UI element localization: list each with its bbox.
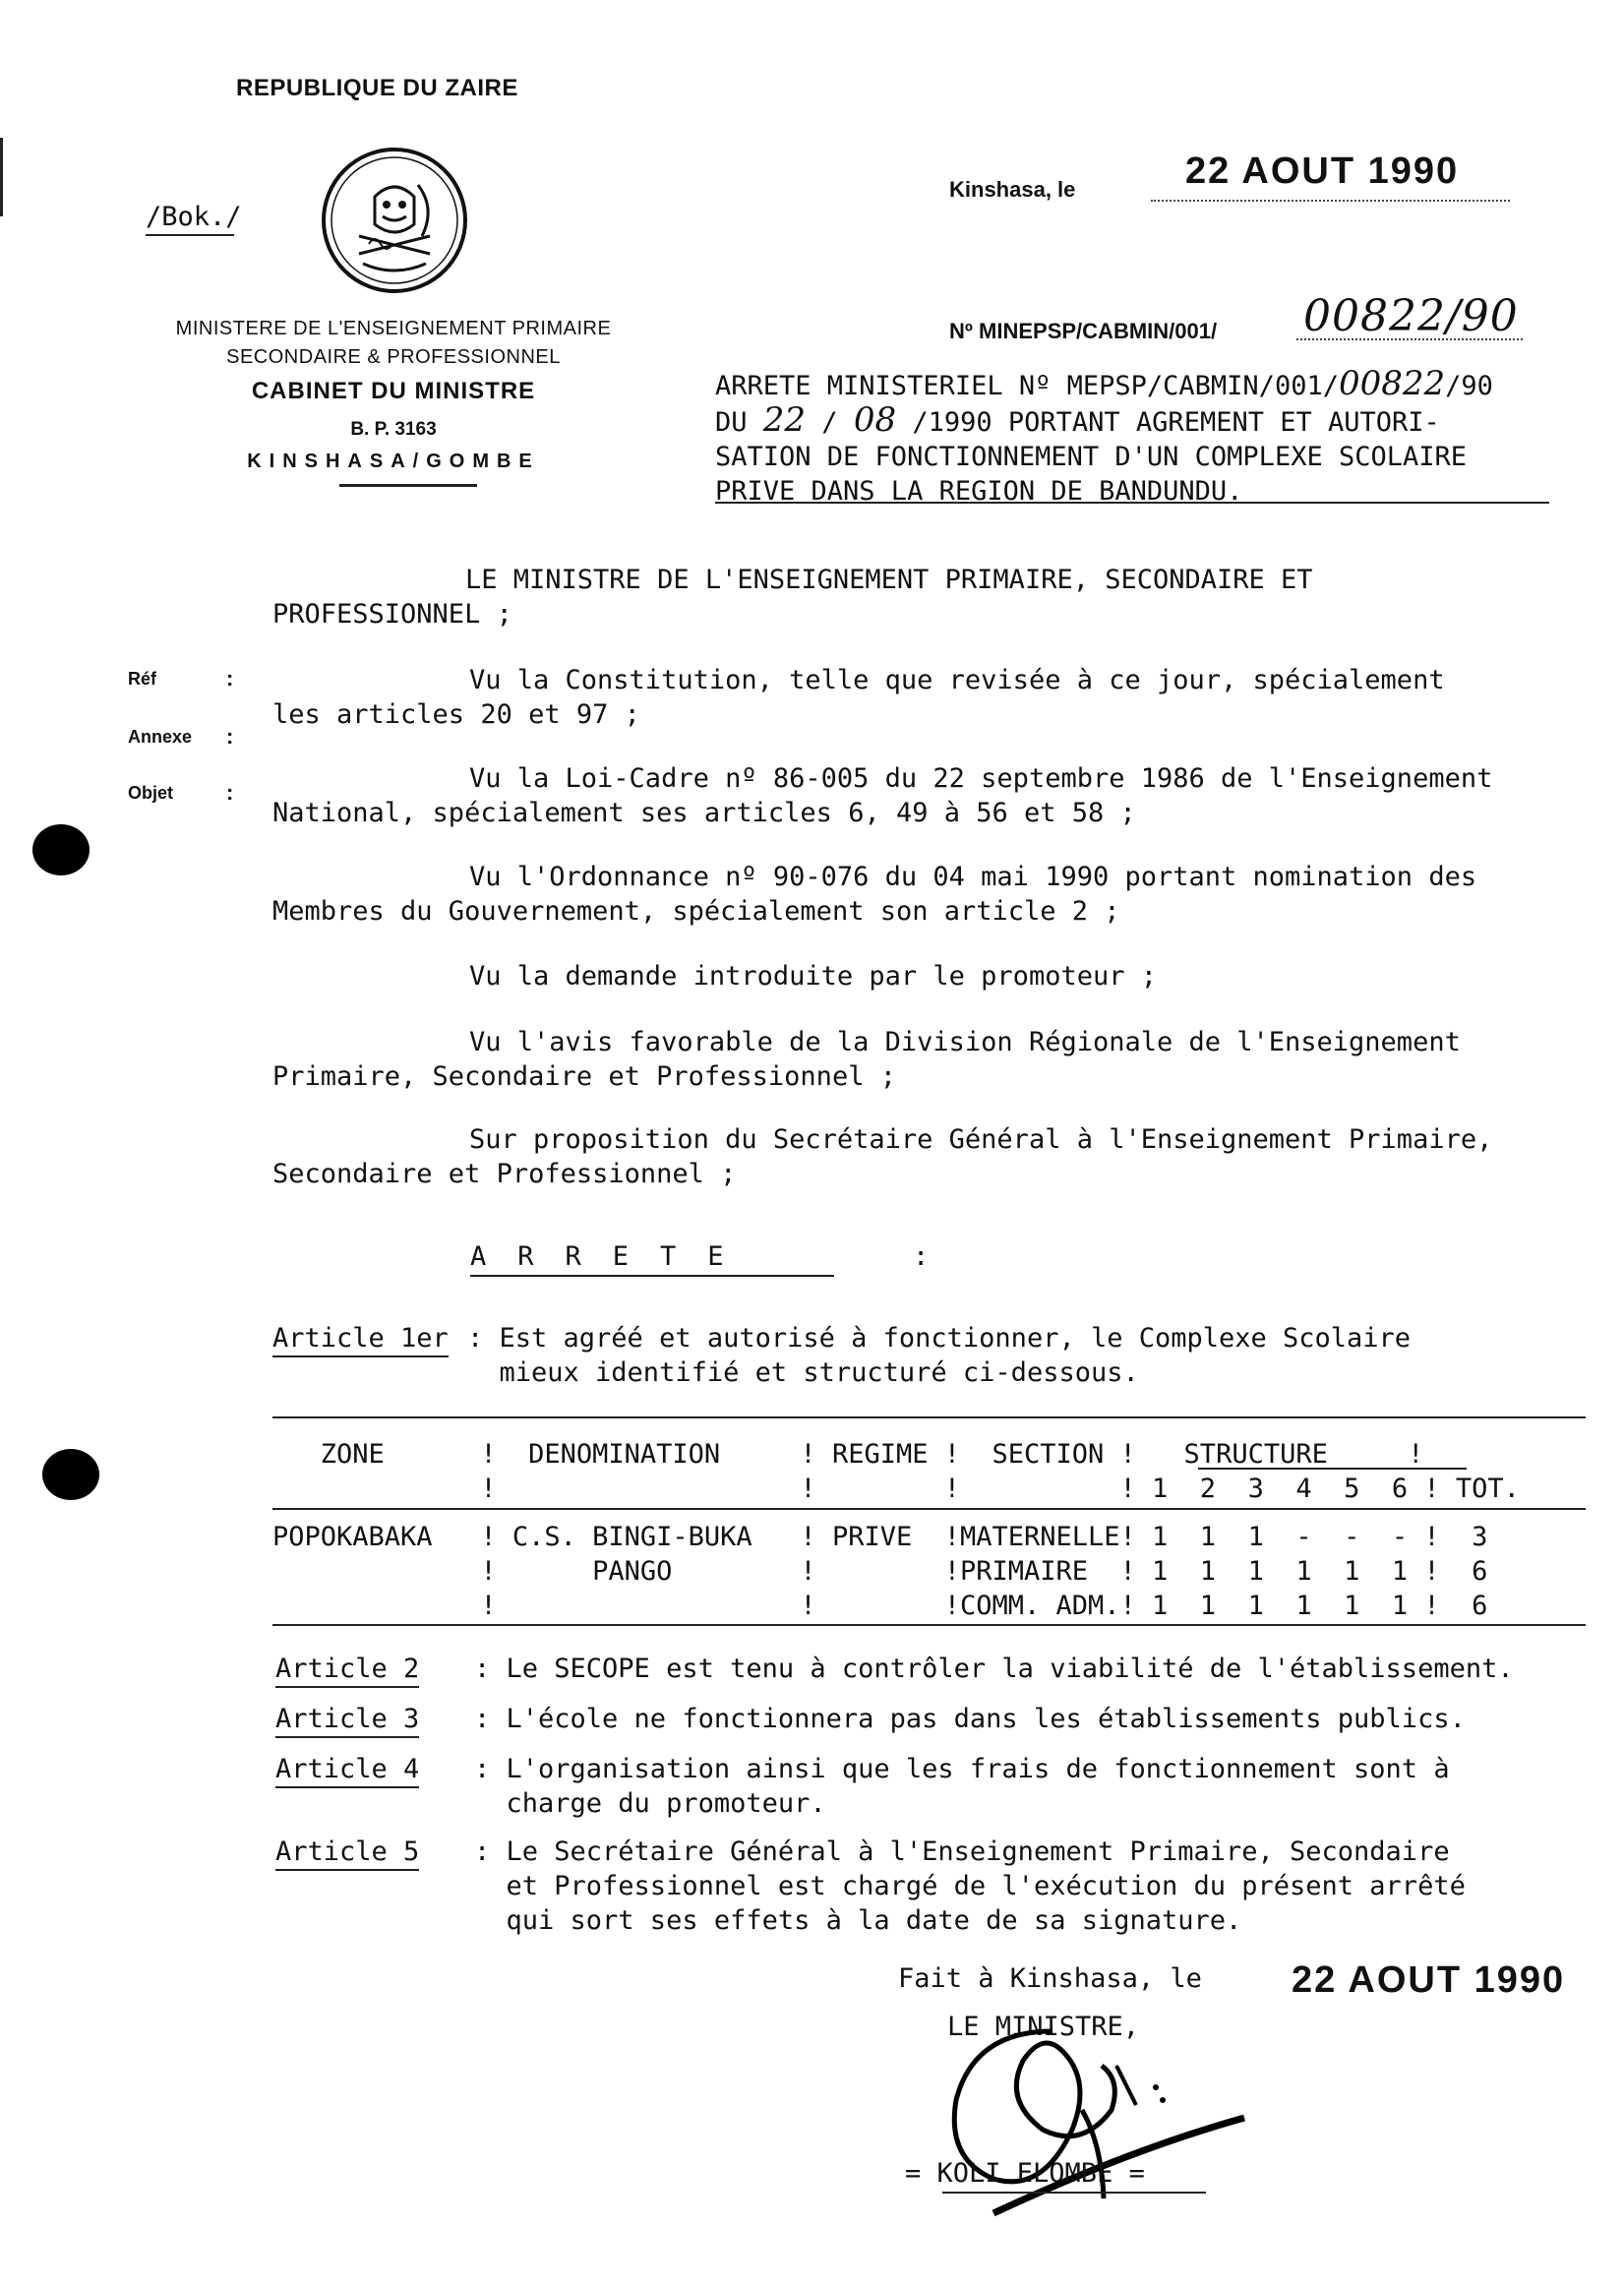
- structure-underline: [1198, 1468, 1467, 1470]
- table-row: POPOKABAKA ! C.S. BINGI-BUKA ! PRIVE !MATERNELLE! 1 1 1 - - - ! 3: [272, 1522, 1488, 1552]
- article-2-label: [275, 1652, 419, 1686]
- date-stamp: 22 AOUT 1990: [1185, 150, 1460, 192]
- sur-proposition-line-2: Secondaire et Professionnel ;: [272, 1159, 737, 1189]
- minister-title: LE MINISTRE,: [947, 2012, 1140, 2042]
- ministry-line-1: MINISTERE DE L'ENSEIGNEMENT PRIMAIRE: [175, 318, 612, 339]
- article-3-label: [275, 1702, 419, 1736]
- po-box: B. P. 3163: [350, 419, 437, 440]
- arrete-underline: [470, 1275, 834, 1277]
- title-date-separator: /: [806, 407, 854, 438]
- reference-number-handwritten: 00822/90: [1303, 291, 1519, 341]
- article-3-text: : L'école ne fonctionnera pas dans les établissements publics.: [474, 1704, 1466, 1734]
- coat-of-arms-seal-icon: [320, 146, 469, 295]
- article-5-line-1: : Le Secrétaire Général à l'Enseignement Primaire, Secondaire: [474, 1836, 1450, 1867]
- reference-code: /Bok./: [146, 202, 242, 232]
- objet-label: Objet: [128, 783, 174, 803]
- article-5-line-2: et Professionnel est chargé de l'exécution du présent arrêté: [474, 1871, 1466, 1901]
- article-4-line-2: charge du promoteur.: [474, 1788, 826, 1819]
- article-4-label-text: Article 4: [275, 1754, 419, 1788]
- table-header-row-1: ZONE ! DENOMINATION ! REGIME ! SECTION ! STRUCTURE !: [272, 1439, 1424, 1470]
- article-3-label-text: Article 3: [275, 1704, 419, 1738]
- margin-mark: [0, 138, 3, 216]
- vu-constitution-line-1: Vu la Constitution, telle que revisée à ce jour, spécialement: [469, 665, 1445, 695]
- article-4-label: [275, 1752, 419, 1786]
- article-1-line-1: : Est agréé et autorisé à fonctionner, le Complexe Scolaire: [467, 1323, 1412, 1354]
- decree-title: [715, 364, 1546, 509]
- minister-name: = KOLI ELOMBE =: [905, 2158, 1145, 2189]
- title-day-handwritten: 22: [762, 400, 807, 440]
- title-line-1-suffix: /90: [1445, 371, 1493, 401]
- reference-underline: [146, 234, 234, 236]
- table-row: ! ! !COMM. ADM.! 1 1 1 1 1 1 ! 6: [272, 1591, 1488, 1621]
- article-1-label: [272, 1321, 449, 1355]
- table-header-row-2: ! ! ! ! 1 2 3 4 5 6 ! TOT.: [272, 1474, 1520, 1504]
- article-1-label-text: Article 1er: [272, 1323, 449, 1357]
- ref-colon: :: [226, 666, 234, 691]
- article-1-line-2: mieux identifié et structuré ci-dessous.: [467, 1357, 1139, 1388]
- arrete-heading: ARRETE: [470, 1241, 755, 1272]
- city-date-label: Kinshasa, le: [949, 177, 1076, 202]
- title-line-2-prefix: DU: [715, 407, 763, 438]
- republic-heading: REPUBLIQUE DU ZAIRE: [236, 75, 518, 101]
- title-line-4: PRIVE DANS LA REGION DE BANDUNDU.: [715, 476, 1243, 507]
- article-5-line-3: qui sort ses effets à la date de sa signature.: [474, 1905, 1242, 1936]
- vu-avis-line-1: Vu l'avis favorable de la Division Régionale de l'Enseignement: [469, 1027, 1461, 1057]
- minister-line-2: PROFESSIONNEL ;: [272, 599, 512, 630]
- table-top-rule: [272, 1416, 1586, 1418]
- table-row: ! PANGO ! !PRIMAIRE ! 1 1 1 1 1 1 ! 6: [272, 1556, 1488, 1587]
- title-underline: [715, 502, 1549, 504]
- punch-hole: [42, 1449, 99, 1500]
- vu-constitution-line-2: les articles 20 et 97 ;: [272, 699, 640, 730]
- closing-date-stamp: 22 AOUT 1990: [1292, 1959, 1566, 2001]
- title-line-3: SATION DE FONCTIONNEMENT D'UN COMPLEXE SCOLAIRE: [715, 442, 1468, 472]
- cabinet-heading: CABINET DU MINISTRE: [251, 378, 536, 404]
- article-2-text: : Le SECOPE est tenu à contrôler la viabilité de l'établissement.: [474, 1654, 1514, 1684]
- title-line-1-prefix: ARRETE MINISTERIEL Nº MEPSP/CABMIN/001/: [715, 371, 1339, 401]
- vu-ordonnance-line-2: Membres du Gouvernement, spécialement son article 2 ;: [272, 896, 1120, 927]
- fait-a-kinshasa: Fait à Kinshasa, le: [898, 1963, 1202, 1994]
- ref-label: Réf: [128, 669, 157, 689]
- vu-loi-cadre-line-2: National, spécialement ses articles 6, 49 à 56 et 58 ;: [272, 798, 1136, 828]
- vu-avis-line-2: Primaire, Secondaire et Professionnel ;: [272, 1061, 896, 1092]
- minister-line-1: LE MINISTRE DE L'ENSEIGNEMENT PRIMAIRE, SECONDAIRE ET: [465, 565, 1313, 595]
- location-underline: [339, 484, 477, 487]
- vu-loi-cadre-line-1: Vu la Loi-Cadre nº 86-005 du 22 septembre 1986 de l'Enseignement: [469, 763, 1493, 794]
- reference-number-label: Nº MINEPSP/CABMIN/001/: [949, 319, 1218, 343]
- vu-ordonnance-line-1: Vu l'Ordonnance nº 90-076 du 04 mai 1990 portant nomination des: [469, 862, 1477, 892]
- annexe-colon: :: [226, 724, 234, 749]
- table-header-rule: [272, 1508, 1586, 1510]
- date-dotted-line: [1151, 200, 1510, 202]
- ministry-line-2: SECONDAIRE & PROFESSIONNEL: [226, 346, 561, 368]
- arrete-colon: :: [913, 1241, 930, 1272]
- title-line-2-suffix: /1990 PORTANT AGREMENT ET AUTORI-: [896, 407, 1440, 438]
- minister-name-underline: [942, 2192, 1206, 2194]
- title-month-handwritten: 08: [853, 400, 897, 440]
- location: KINSHASA/GOMBE: [247, 451, 540, 472]
- title-number-handwritten: 00822: [1338, 364, 1446, 403]
- article-2-label-text: Article 2: [275, 1654, 419, 1688]
- article-4-line-1: : L'organisation ainsi que les frais de fonctionnement sont à: [474, 1754, 1450, 1784]
- punch-hole: [32, 824, 90, 875]
- article-5-label-text: Article 5: [275, 1836, 419, 1871]
- table-bottom-rule: [272, 1624, 1586, 1626]
- sur-proposition-line-1: Sur proposition du Secrétaire Général à l'Enseignement Primaire,: [469, 1124, 1493, 1155]
- article-5-label: [275, 1835, 419, 1869]
- annexe-label: Annexe: [128, 727, 193, 747]
- vu-demande: Vu la demande introduite par le promoteur ;: [469, 961, 1157, 992]
- objet-colon: :: [226, 780, 234, 805]
